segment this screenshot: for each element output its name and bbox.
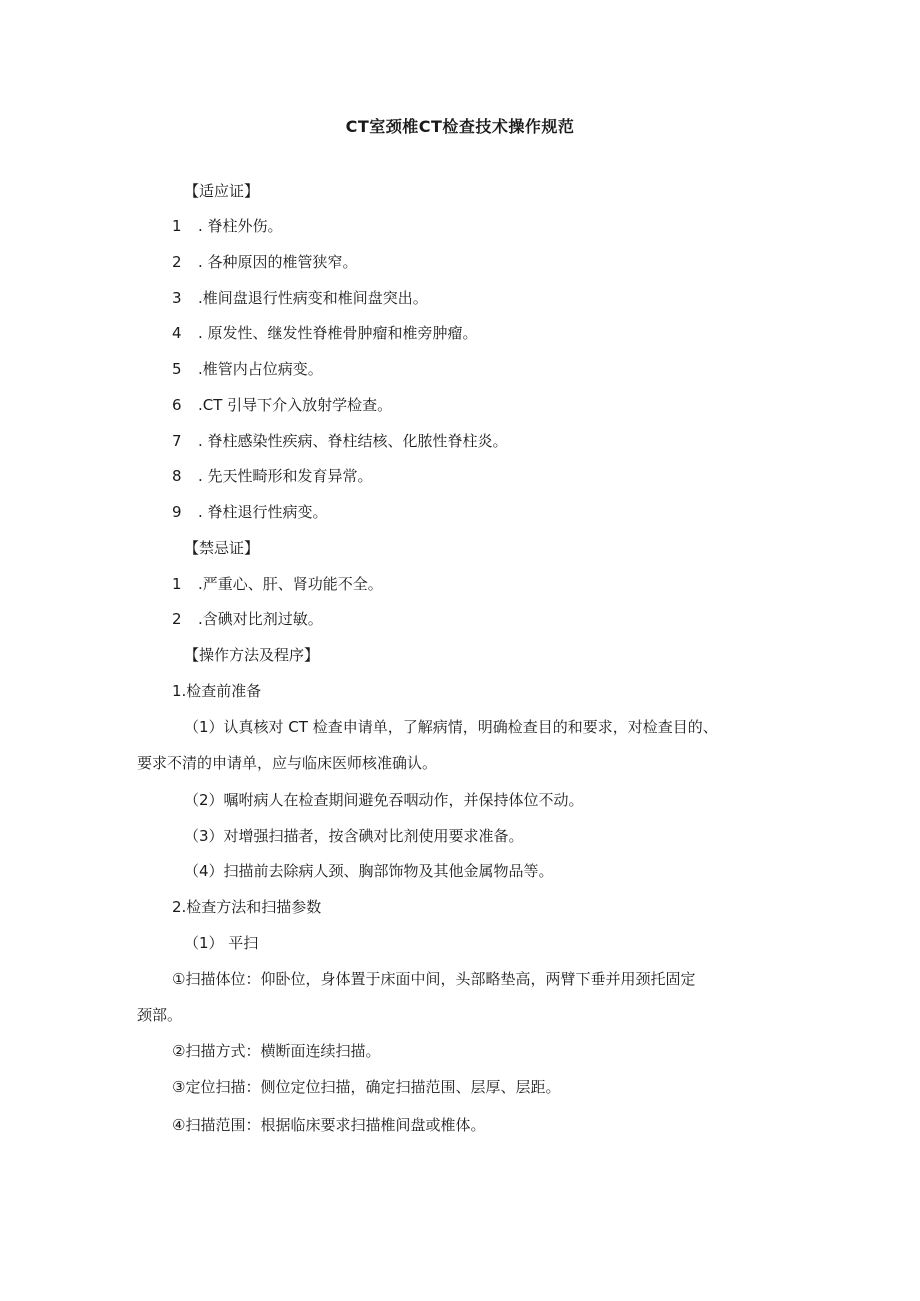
method-subheading-plain-scan: （1） 平扫 [184, 934, 259, 952]
prep-item-3: （3）对增强扫描者，按含碘对比剂使用要求准备。 [184, 827, 524, 845]
contraindication-item [172, 574, 383, 594]
item-text: .椎管内占位病变。 [198, 360, 323, 378]
method-step-2: ②扫描方式：横断面连续扫描。 [172, 1042, 381, 1060]
item-text: . 脊柱感染性疾病、脊柱结核、化脓性脊柱炎。 [198, 432, 508, 450]
contraindication-item [172, 609, 323, 629]
indication-item [172, 502, 328, 522]
item-text: . 脊柱外伤。 [198, 217, 283, 235]
indication-item [172, 288, 428, 308]
method-step-3: ③定位扫描：侧位定位扫描，确定扫描范围、层厚、层距。 [172, 1078, 561, 1096]
prep-heading: 1.检查前准备 [172, 682, 262, 700]
indication-item [172, 323, 478, 343]
prep-item-2: （2）嘱咐病人在检查期间避免吞咽动作，并保持体位不动。 [184, 791, 584, 809]
item-number: 9 [172, 503, 182, 521]
item-number: 1 [172, 575, 182, 593]
method-step-4: ④扫描范围：根据临床要求扫描椎间盘或椎体。 [172, 1116, 486, 1134]
item-text: .CT 引导下介入放射学检查。 [198, 396, 393, 414]
method-heading: 2.检查方法和扫描参数 [172, 898, 322, 916]
contraindications-heading: 【禁忌证】 [184, 539, 260, 557]
document-title: CT室颈椎CT检查技术操作规范 [345, 117, 575, 136]
item-number: 2 [172, 253, 182, 271]
item-text: . 先天性畸形和发育异常。 [198, 467, 373, 485]
item-number: 6 [172, 396, 182, 414]
indication-item [172, 395, 392, 415]
item-text: .严重心、肝、肾功能不全。 [198, 575, 383, 593]
item-number: 1 [172, 217, 182, 235]
method-step-1-line-1: ①扫描体位：仰卧位，身体置于床面中间，头部略垫高，两臂下垂并用颈托固定 [172, 970, 696, 988]
indication-item [172, 216, 283, 236]
item-text: . 原发性、继发性脊椎骨肿瘤和椎旁肿瘤。 [198, 324, 478, 342]
item-text: .椎间盘退行性病变和椎间盘突出。 [198, 289, 428, 307]
item-number: 4 [172, 324, 182, 342]
item-number: 5 [172, 360, 182, 378]
procedure-heading: 【操作方法及程序】 [184, 646, 320, 664]
item-number: 8 [172, 467, 182, 485]
item-text: . 脊柱退行性病变。 [198, 503, 328, 521]
indications-heading: 【适应证】 [184, 182, 260, 200]
prep-item-1-line-2: 要求不清的申请单，应与临床医师核准确认。 [137, 754, 438, 772]
prep-item-1-line-1: （1）认真核对 CT 检查申请单，了解病情，明确检查目的和要求，对检查目的、 [184, 718, 718, 736]
method-step-1-line-2: 颈部。 [137, 1006, 183, 1024]
item-text: .含碘对比剂过敏。 [198, 610, 323, 628]
item-text: . 各种原因的椎管狭窄。 [198, 253, 358, 271]
item-number: 2 [172, 610, 182, 628]
indication-item [172, 466, 373, 486]
indication-item [172, 359, 323, 379]
item-number: 3 [172, 289, 182, 307]
item-number: 7 [172, 432, 182, 450]
indication-item [172, 252, 358, 272]
indication-item [172, 431, 508, 451]
prep-item-4: （4）扫描前去除病人颈、胸部饰物及其他金属物品等。 [184, 862, 554, 880]
